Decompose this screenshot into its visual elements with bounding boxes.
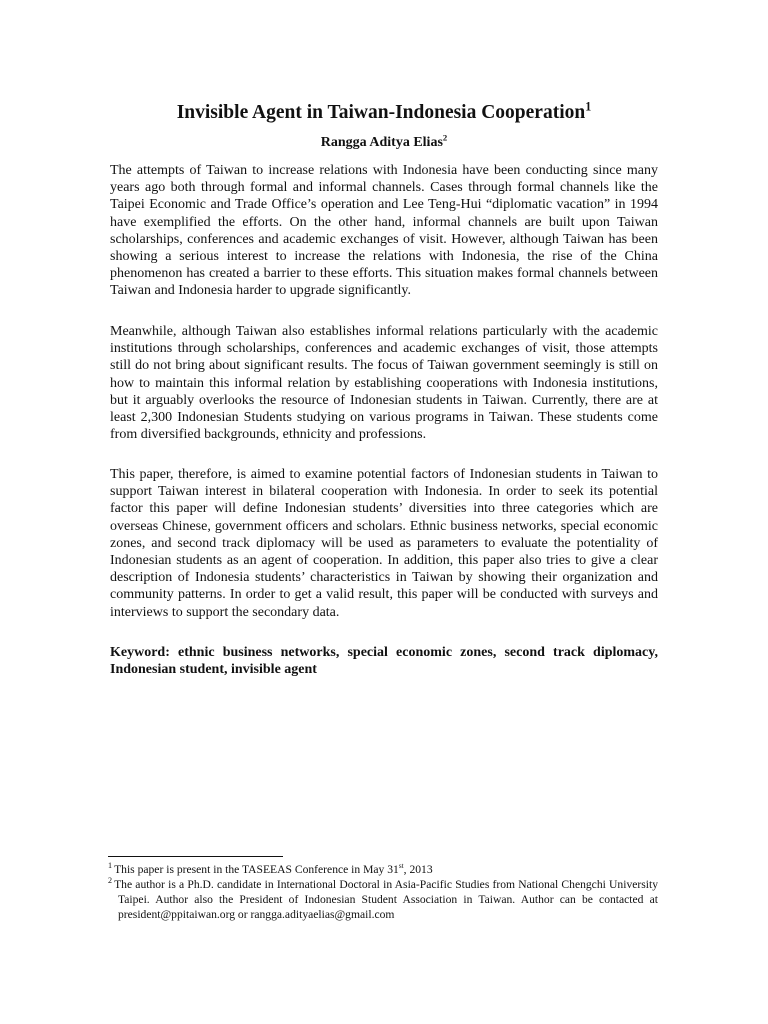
paper-title: [0, 101, 768, 125]
author-name: Rangga Aditya Elias: [320, 135, 443, 150]
footnote-1-ordinal: st: [398, 862, 404, 871]
author-footnote-ref: 2: [442, 132, 448, 143]
footnote-1-mark: 1: [108, 861, 113, 871]
abstract-paragraph-1: The attempts of Taiwan to increase relations with Indonesia have been conducting since many years ago both through formal and informal channels. Cases through formal channels like the Taipei Economic and Trade Office’s operation and Lee Teng-Hui “diplomatic vacation” in 1994 have exemplified the efforts. On the other hand, informal channels are built upon Taiwan scholarships, conferences and academic exchanges of visit. However, although Taiwan has been showing a serious interest to increase the relations with Indonesia, the rise of the China phenomenon has created a barrier to these efforts. This situation makes formal channels between Taiwan and Indonesia harder to upgrade significantly.: [110, 163, 658, 299]
footnote-separator: [108, 856, 283, 857]
abstract-paragraph-3: This paper, therefore, is aimed to examine potential factors of Indonesian students in Taiwan to support Taiwan interest in bilateral cooperation with Indonesia. In order to seek its potential factor this paper will define Indonesian students’ diversities into three categories which are overseas Chinese, government officers and scholars. Ethnic business networks, special economic zones, and second track diplomacy will be used as parameters to evaluate the potentiality of Indonesian students as an agent of cooperation. In addition, this paper also tries to give a clear description of Indonesia students’ characteristics in Taiwan by showing their organization and community patterns. In order to get a valid result, this paper will be conducted with surveys and interviews to support the secondary data.: [110, 467, 658, 620]
keywords-line: Keyword: ethnic business networks, special economic zones, second track diplomacy, Indonesian student, invisible agent: [110, 645, 658, 678]
author-line: [0, 134, 768, 152]
footnote-1-text: This paper is present in the TASEEAS Conference in May 31: [114, 863, 399, 876]
footnote-2-text: The author is a Ph.D. candidate in International Doctoral in Asia-Pacific Studies from National Chengchi University Taipei. Author also the President of Indonesian Student Association in Taiwan. Author can be contacted at president@ppitaiwan.org or rangga.adityaelias@gmail.com: [114, 878, 658, 921]
footnote-2-mark: 2: [108, 876, 113, 886]
footnote-1: [108, 862, 658, 877]
footnotes: [108, 862, 658, 922]
abstract-paragraph-2: Meanwhile, although Taiwan also establishes informal relations particularly with the academic institutions through scholarships, conferences and academic exchanges of visit, those attempts still do not bring about significant results. The focus of Taiwan government seemingly is still on how to maintain this informal relation by establishing cooperations with Indonesia institutions, but it arguably overlooks the resource of Indonesian students in Taiwan. Currently, there are at least 2,300 Indonesian Students studying on various programs in Taiwan. These students come from diversified backgrounds, ethnicity and professions.: [110, 324, 658, 443]
footnote-2: [108, 877, 658, 922]
paper-title-text: Invisible Agent in Taiwan-Indonesia Cooperation: [176, 102, 586, 123]
footnote-1-year: , 2013: [403, 863, 433, 876]
title-footnote-ref: 1: [585, 99, 592, 114]
